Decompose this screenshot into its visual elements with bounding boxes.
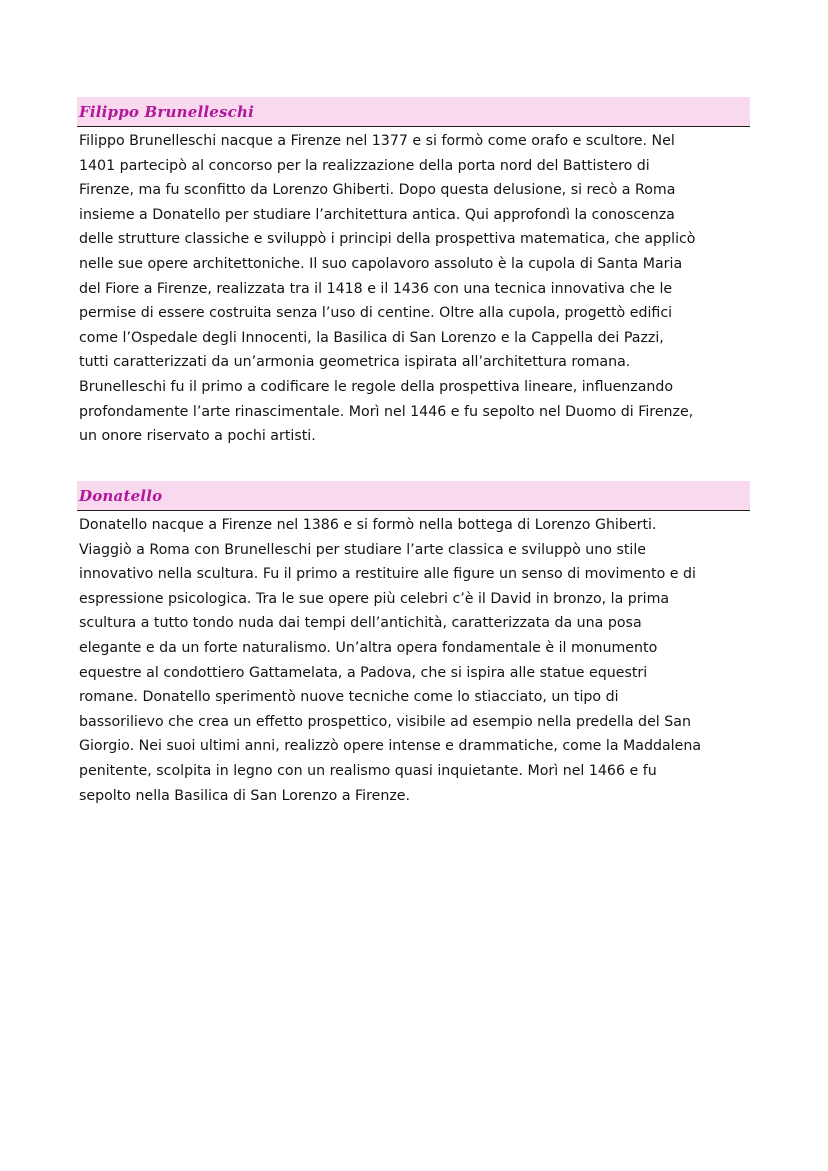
section-heading-bar [77, 97, 750, 127]
section-donatello [77, 481, 750, 808]
text-line: nelle sue opere architettoniche. Il suo capolavoro assoluto è la cupola di Santa Maria [79, 255, 683, 272]
text-line: Viaggiò a Roma con Brunelleschi per studiare l’arte classica e sviluppò uno stile [79, 541, 647, 558]
text-line: Brunelleschi fu il primo a codificare le regole della prospettiva lineare, influenzando [79, 378, 674, 395]
text-line: insieme a Donatello per studiare l’architettura antica. Qui approfondì la conoscenza [79, 206, 675, 223]
text-line: elegante e da un forte naturalismo. Un’altra opera fondamentale è il monumento [79, 639, 658, 656]
text-line: delle strutture classiche e sviluppò i principi della prospettiva matematica, che applicò [79, 231, 696, 248]
text-line: come l’Ospedale degli Innocenti, la Basilica di San Lorenzo e la Cappella dei Pazzi, [79, 329, 664, 346]
text-line: un onore riservato a pochi artisti. [79, 428, 316, 445]
text-line: del Fiore a Firenze, realizzata tra il 1418 e il 1436 con una tecnica innovativa che le [79, 280, 673, 297]
text-line: sepolto nella Basilica di San Lorenzo a Firenze. [79, 787, 411, 804]
section-body [79, 513, 750, 808]
section-body [79, 129, 750, 449]
text-line: innovativo nella scultura. Fu il primo a restituire alle figure un senso di movimento e di [79, 566, 696, 583]
text-line: espressione psicologica. Tra le sue opere più celebri c’è il David in bronzo, la prima [79, 590, 670, 607]
text-line: permise di essere costruita senza l’uso di centine. Oltre alla cupola, progettò edifici [79, 305, 673, 322]
text-line: equestre al condottiero Gattamelata, a Padova, che si ispira alle statue equestri [79, 664, 648, 681]
text-line: bassorilievo che crea un effetto prospettico, visibile ad esempio nella predella del San [79, 713, 691, 730]
text-line: Filippo Brunelleschi nacque a Firenze nel 1377 e si formò come orafo e scultore. Nel [79, 133, 675, 149]
text-line: scultura a tutto tondo nuda dai tempi dell’antichità, caratterizzata da una posa [79, 615, 642, 632]
text-line: Giorgio. Nei suoi ultimi anni, realizzò opere intense e drammatiche, come la Maddalena [79, 738, 702, 755]
text-line: Donatello nacque a Firenze nel 1386 e si formò nella bottega di Lorenzo Ghiberti. [79, 517, 657, 533]
text-line: tutti caratterizzati da un’armonia geometrica ispirata all’architettura romana. [79, 354, 631, 371]
text-line: Firenze, ma fu sconfitto da Lorenzo Ghiberti. Dopo questa delusione, si recò a Roma [79, 182, 676, 199]
section-title: Donatello [79, 486, 163, 505]
text-line: 1401 partecipò al concorso per la realizzazione della porta nord del Battistero di [79, 157, 650, 174]
text-line: profondamente l’arte rinascimentale. Morì nel 1446 e fu sepolto nel Duomo di Firenze, [79, 403, 694, 420]
text-line: penitente, scolpita in legno con un realismo quasi inquietante. Morì nel 1466 e fu [79, 762, 657, 779]
text-line: romane. Donatello sperimentò nuove tecniche come lo stiacciato, un tipo di [79, 689, 619, 706]
section-heading-bar [77, 481, 750, 511]
section-brunelleschi [77, 97, 750, 449]
section-title: Filippo Brunelleschi [79, 102, 255, 121]
